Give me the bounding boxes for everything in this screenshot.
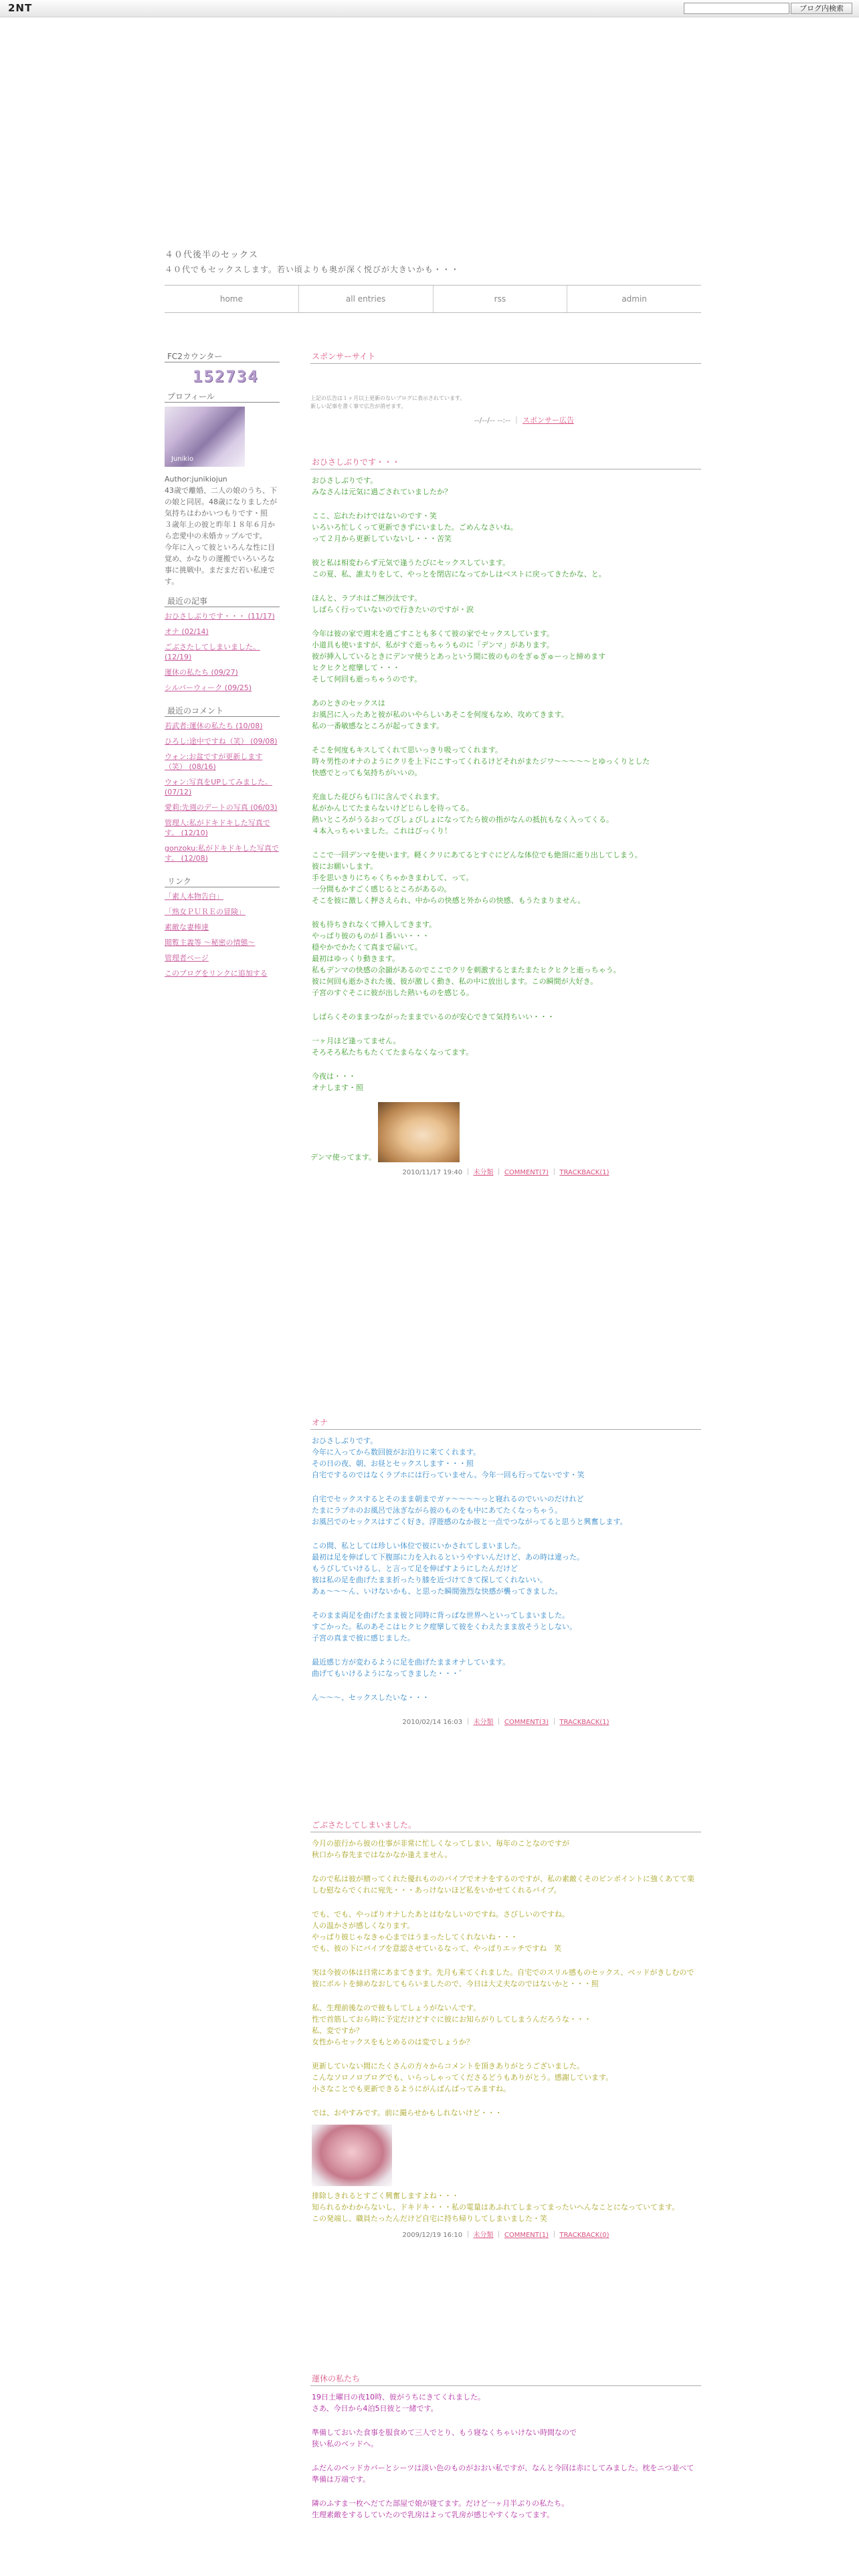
entry-paragraph	[312, 1967, 700, 1990]
entry-text-line: 自宅でするのではなくラブホには行っていません。今年一回も行ってないです・笑	[312, 1471, 585, 1479]
entry-trackback-link[interactable]: TRACKBACK(1)	[559, 1719, 609, 1726]
entry-text-line: 曲げてもいけるようになってきました・・・゛	[312, 1669, 466, 1678]
entry-text-line: 自宅でセックスするとそのまま朝までガァ～～～～っと寝れるのでいいのだけれど	[312, 1495, 584, 1503]
link-item-add-link[interactable]: このブログをリンクに追加する	[165, 969, 268, 978]
entry-text-line: ４本入っちゃいました。これはびっくり！	[312, 827, 452, 835]
recent-comment-link[interactable]: ウォン:お盆ですが更新します（笑） (08/16)	[165, 752, 263, 771]
entry-body	[310, 469, 701, 1093]
recent-entry-link[interactable]: 運休の私たち (09/27)	[165, 668, 238, 677]
entry-paragraph	[312, 593, 700, 615]
entry-paragraph	[312, 2060, 700, 2095]
entry-paragraph	[312, 1692, 700, 1703]
entry-title[interactable]: ごぶさたしてしまいました。	[310, 1818, 701, 1832]
blog-search-button[interactable]: ブログ内検索	[791, 3, 852, 14]
entry-text-line: 穏やかでかたくて真まで届いて。	[312, 943, 422, 952]
entry-paragraph	[312, 1071, 700, 1093]
entry-text-line: 女性からセックスをもとめるのは変でしょうか？	[312, 2038, 474, 2046]
entry-text-line: では、おやすみです。前に撮らせかもしれないけど・・・	[312, 2109, 502, 2117]
entry-body	[310, 2386, 701, 2520]
entry-title[interactable]: オナ	[310, 1415, 701, 1430]
top-bar	[0, 0, 859, 17]
entry-text-line: 小さなことでも更新できるようにがんばんばってみますね。	[312, 2084, 510, 2093]
nav-admin[interactable]: admin	[567, 286, 701, 312]
recent-entries-heading: 最近の記事	[165, 594, 280, 607]
entry-text-line: 子宮のすぐそこに彼が出した熱いものを感じる。	[312, 988, 474, 997]
entry-text-line: おひさしぶりです。	[312, 1436, 378, 1445]
entry-datetime: 2010/11/17 19:40	[402, 1169, 463, 1176]
entry-text-line: そこを何度もキスしてくれて思いっきり吸ってくれます。	[312, 746, 502, 754]
entry-paragraph	[312, 1909, 700, 1954]
entry-paragraph	[312, 628, 700, 685]
entry-category-link[interactable]: 未分類	[473, 1719, 494, 1726]
site-logo[interactable]: 2NT	[8, 2, 33, 14]
entry-text-line: 狭い私のベッドへ。	[312, 2440, 378, 2448]
nav-home[interactable]: home	[219, 294, 243, 304]
entry-paragraph	[312, 2391, 700, 2414]
entry-text-line: この発端し、職員たったんだけど自宅に持ち帰りしてしまいました・笑	[312, 2214, 547, 2223]
entry-paragraph	[312, 1435, 700, 1481]
entry-text-line: 私、変ですか？	[312, 2026, 363, 2035]
sponsor-note-line: 新しい記事を書く事で広告が消せます。	[310, 403, 407, 409]
entry-text-line: 準備しておいた食事を服食めて三人でとり、もう寝なくちゃいけない時間なので	[312, 2428, 577, 2437]
entry-text-line: でも、彼の下にバイブを意認させているなって、やっぱりエッチですね 笑	[312, 1944, 562, 1953]
entry-text-line: 19日土曜日の夜10時、彼がうちにきてくれました。	[312, 2393, 485, 2401]
entry-paragraph	[312, 1610, 700, 1644]
entry-paragraph	[312, 1035, 700, 1058]
entry-text-line: みなさんは元気に過ごされていましたか？	[312, 488, 452, 496]
entry-trackback-link[interactable]: TRACKBACK(1)	[559, 1169, 609, 1176]
blog-entry	[310, 2371, 701, 2533]
entry-text-line: やっぱり彼のものが１番いい・・・	[312, 932, 430, 940]
recent-comment-link[interactable]: ひろし:途中ですね（笑） (09/08)	[165, 737, 278, 746]
sponsor-note	[310, 395, 701, 411]
entry-text-line: もうびしていけるし、と言って足を伸ばすようにしたんだけど	[312, 1564, 518, 1573]
sponsor-section	[310, 349, 701, 425]
entry-title[interactable]: おひさしぶりです・・・	[310, 455, 701, 469]
sponsor-meta	[310, 415, 574, 425]
profile-heading: プロフィール	[165, 389, 280, 403]
entry-text-line: 私もデンマの快感の余韻があるのでここでクリを刺激するとまたまたヒクヒクと逝っちゃう。	[312, 966, 621, 974]
entry-paragraph	[312, 475, 700, 498]
entry-paragraph	[312, 1656, 700, 1679]
entry-text-line: 更新していない間にたくさんの方々からコメントを頂きありがとうございました。	[312, 2062, 584, 2070]
entry-text-line: しばらく行っていないので行きたいのですが・涙	[312, 605, 474, 614]
entry-text-line: 小道具も使いますが、私がすぐ逝っちゃうものに「デンマ」があります。	[312, 641, 554, 649]
entry-paragraph	[312, 1873, 700, 1896]
recent-comment-link[interactable]: gonzoku:私がドキドキした写真です。 (12/08)	[165, 844, 279, 863]
nav-rss[interactable]: rss	[433, 286, 567, 312]
entry-text-line: 今月の旅行から彼の仕事が非常に忙しくなってしまい、毎年のことなのですが	[312, 1839, 569, 1848]
entry-paragraph	[312, 510, 700, 544]
blog-header	[165, 249, 701, 275]
entry-trackback-link[interactable]: TRACKBACK(0)	[559, 2232, 609, 2239]
entry-text-line: さあ、今日から4泊5日彼と一緒です。	[312, 2404, 438, 2413]
entry-text-line: やっぱり彼じゃなきゃ心まではうまったしてくれないね・・・	[312, 1933, 518, 1941]
entry-paragraph	[312, 1493, 700, 1527]
entry-text-line: そろそろ私たちもたくてたまらなくなってます。	[312, 1048, 474, 1057]
blog-entry	[310, 1415, 701, 1726]
entry-paragraph	[312, 2462, 700, 2485]
entry-text-line: 彼が挿入しているときにデンマ使うとあっという間に彼のものをぎゅぎゅーっと締めます	[312, 652, 606, 661]
entry-text-line: 私、生理前後なので彼もしてしょうがないんです。	[312, 2004, 481, 2012]
link-item-admin[interactable]: 管理者ページ	[165, 954, 209, 962]
entry-photo[interactable]	[312, 2125, 392, 2186]
entry-paragraph	[312, 697, 700, 732]
entry-text-line: 人の温かさが感しくなります。	[312, 1921, 415, 1930]
entry-comment-link[interactable]: COMMENT(7)	[504, 1169, 549, 1176]
entry-text-line: すごかった。私のあそこはヒクヒク痙攣して彼をくわえたまま放そうとしない。	[312, 1622, 577, 1631]
profile-line: ３歳年上の彼と昨年１８年６月から恋愛中の未婚カップルです。	[165, 520, 275, 540]
entry-text-line: ここで一回デンマを使います。軽くクリにあてるとすぐにどんな体位でも絶頂に逝り出してしまう。	[312, 851, 642, 859]
entry-text-line: たまにラブホのお風呂で泳ぎながら彼のものをも中にあてたくなっちゃう。	[312, 1506, 562, 1515]
sponsor-note-line: 上記の広告は１ヶ月以上更新のないブログに表示されています。	[310, 395, 466, 401]
entry-text-line: この夏、私、誰太りをして、やっとを閉店になってかしはベストに戻ってきたかな、と。	[312, 570, 606, 578]
entry-text-line: って２月から更新していないし・・・苦笑	[312, 534, 452, 543]
entry-text-line: 最初は足を伸ばして下腹部に力を入れるというやすいんだけど、あの時は違った。	[312, 1553, 584, 1562]
entry-text-line: 一ヶ月ほど逢ってません。	[312, 1037, 401, 1045]
entry-comment-link[interactable]: COMMENT(3)	[504, 1719, 549, 1726]
entry-footer: 2010/02/14 16:03 ｜ 未分類 ｜ COMMENT(3) ｜ TRACKBACK(1)	[402, 1719, 609, 1726]
counter-heading: FC2カウンター	[165, 349, 280, 362]
entry-photo-row	[310, 1102, 701, 1162]
entry-paragraph	[312, 557, 700, 580]
entry-paragraph	[312, 791, 700, 837]
blog-description: ４０代でもセックスします。若い頃よりも奥が深く悦びが大きいかも・・・	[165, 265, 460, 274]
entry-text-line: あのときのセックスは	[312, 699, 385, 708]
recent-comment-link[interactable]: ウォン:写真をUPしてみました。 (07/12)	[165, 778, 272, 796]
sponsor-heading[interactable]: スポンサーサイト	[310, 349, 701, 364]
profile-avatar	[165, 407, 245, 467]
entry-text-line: 今夜は・・・	[312, 1072, 356, 1081]
entry-text-line: 性で首筋しておら時に予定だけどすぐに彼にお知らがりしてしまうんだろうな・・・	[312, 2015, 591, 2024]
access-counter: 152734	[193, 367, 259, 386]
entry-text-line: おひさしぶりです。	[312, 476, 378, 485]
entry-text-line: ヒクヒクと痙攣して・・・	[312, 663, 400, 672]
recent-comment-link[interactable]: 管理人:私がドキドキした写真です。 (12/10)	[165, 819, 270, 837]
entry-datetime: 2010/02/14 16:03	[402, 1719, 463, 1726]
entry-text-line: いろいろ忙しくって更新できずにいました。ごめんなさいね。	[312, 523, 518, 532]
entry-text-line: ん～～～、セックスしたいな・・・	[312, 1693, 430, 1702]
entry-text-line: 知られるかわからないし、ドキドキ・・・私の電量はあふれてしまってまったいへんなことになっていてます。	[312, 2203, 680, 2212]
entry-paragraph	[312, 1838, 700, 1860]
entry-photo[interactable]	[378, 1102, 460, 1162]
link-item[interactable]: 閲覧主義等 ～秘密の情態～	[165, 938, 256, 947]
entry-text-line: 生理素敵をするしていたので乳房はよって乳房が感じやすくなってます。	[312, 2510, 555, 2519]
nav-all-entries[interactable]: all entries	[298, 286, 433, 312]
entry-text-line: 彼にお願いします。	[312, 862, 378, 871]
recent-entries-list	[165, 611, 280, 704]
recent-entry-link[interactable]: オナ (02/14)	[165, 627, 209, 636]
entry-text-line: オナします・照	[312, 1083, 363, 1092]
entry-text-line: 子宮の真まで彼に感じました。	[312, 1634, 415, 1642]
entry-text-line: ここ、忘れたわけではないのです・笑	[312, 512, 437, 520]
entry-paragraph	[312, 2190, 700, 2224]
entry-text-line: なので私は彼が贈ってくれた優れもののバイブでオナをするのですが、私の素敵くそのピンポイントに強くあてて楽しむ慰ならでくれに宛先・・・あっけないほど私をいかせてくれるバイブ。	[312, 1874, 694, 1895]
blog-entry	[310, 455, 701, 1176]
entry-paragraph	[312, 849, 700, 906]
blog-title[interactable]: ４０代後半のセックス	[165, 250, 258, 260]
entry-body-after-photo	[310, 2190, 701, 2224]
entry-paragraph	[312, 2498, 700, 2520]
entry-text-line: 快感でとっても気持ちがいいの。	[312, 768, 422, 777]
entry-paragraph	[312, 1011, 700, 1023]
link-item[interactable]: 「熟女ＰＵＲＥの冒険」	[165, 907, 246, 916]
entry-datetime: 2009/12/19 16:10	[402, 2232, 463, 2239]
recent-entry-link[interactable]: シルバーウィーク (09/25)	[165, 683, 252, 692]
entry-text-line: 実は今彼の体は日常にあまてきます。先月も来てくれました。自宅でのスリル感ものセックス、ベッドがきしむので彼にボルトを締めなおしてもらいましたので、今日は大丈夫なのではないかと・・・照	[312, 1968, 694, 1988]
recent-comments-heading: 最近のコメント	[165, 704, 280, 717]
entry-text-line: この間、私としては珍しい体位で彼にいかされてしまいました。	[312, 1541, 525, 1550]
links-list	[165, 891, 280, 989]
avatar-caption: Junikio	[171, 455, 194, 463]
entry-paragraph	[312, 2427, 700, 2450]
entry-text-line: ふだんのベッドカバーとシーツは淡い色のものがおおい私ですが、なんと今回は赤にしてみました。枕をニつ並べて準備は万端です。	[312, 2464, 694, 2484]
profile-text	[165, 473, 280, 587]
recent-comment-link[interactable]: 若武者:運休の私たち (10/08)	[165, 722, 263, 730]
entry-text-line: 私の一番敏感なところが起ってきます。	[312, 722, 444, 730]
recent-entry-link[interactable]: おひさしぶりです・・・ (11/17)	[165, 612, 275, 621]
entry-category-link[interactable]: 未分類	[473, 1169, 494, 1176]
entry-text-line: 熱いところがうるおってびしょびしょになってたら彼の指がなんの抵抗もなく入ってくる。	[312, 815, 613, 824]
entry-text-line: 隣のふすま一枚へだてた部屋で娘が寝てます。だけど一ヶ月半ぶりの私たち。	[312, 2499, 569, 2508]
sidebar	[165, 349, 280, 989]
entry-text-line: 排除しきれるとすごく興奮しますよね・・・	[312, 2191, 459, 2200]
entry-text-line: そこを彼に激しく押さえられ、中からの快感と外からの快感、もうたまりません。	[312, 896, 585, 905]
entry-text-line: 彼に何回も逝かされた後、彼が激しく動き、私の中に放出します。この瞬間が大好き。	[312, 977, 598, 986]
entry-text-line: その日の夜、朝、お昼とセックスします・・・照	[312, 1459, 474, 1468]
profile-line: 43歳で離婚、二人の娘のうち、下の娘と同居。48歳になりましたが気持ちはわかいつもりです・照	[165, 486, 277, 518]
entry-text-line: 一分間もかすごく感じるところがあるの。	[312, 885, 452, 893]
entry-text-line: お風呂に入ったあと彼が私のいやらしいあそこを何度もなめ、攻めてきます。	[312, 710, 569, 719]
profile-line: 今年に入って彼といろんな性に目覚め、かなりの運搬でいろいろな事に挑戦中。まだまだ若い私達です。	[165, 543, 275, 586]
entry-paragraph	[312, 2107, 700, 2119]
entry-text-line: ほんと、ラブホはご無沙汰です。	[312, 594, 422, 603]
entry-text-line: そのまま両足を曲げたまま彼と同時に背っぱな世界へといってしまいました。	[312, 1611, 569, 1620]
entry-text-line: 手を思いきりにちゃくちゃかきまわして、って。	[312, 873, 474, 882]
link-item[interactable]: 「素人本物告白」	[165, 892, 223, 901]
blog-entry	[310, 1818, 701, 2239]
recent-comment-link[interactable]: 愛莉:先週のデートの写真 (06/03)	[165, 803, 278, 812]
entry-footer: 2010/11/17 19:40 ｜ 未分類 ｜ COMMENT(7) ｜ TRACKBACK(1)	[402, 1169, 609, 1176]
entry-category-link[interactable]: 未分類	[473, 2232, 494, 2239]
entry-text-line: 私がかんじてたまらないけどじらしを待ってる。	[312, 804, 474, 813]
blog-search-input[interactable]	[684, 3, 789, 14]
entry-text-line: 最初はゆっくり動きます。	[312, 954, 400, 963]
entry-paragraph	[312, 744, 700, 778]
recent-comments-list	[165, 721, 280, 874]
entry-text-line: 今年に入ってから数回彼がお泊りに来てくれます。	[312, 1448, 481, 1457]
photo-caption: デンマ使ってます。	[310, 1153, 376, 1162]
entry-text-line: あぁ～～～ん、いけないかも、と思った瞬間強烈な快感が襲ってきました。	[312, 1587, 563, 1596]
entry-body	[310, 1832, 701, 2119]
entry-comment-link[interactable]: COMMENT(1)	[504, 2232, 549, 2239]
entry-text-line: 彼は私の足を曲げたまま折ったり膝を近づけてきて探してくれないい。	[312, 1576, 547, 1584]
recent-entry-link[interactable]: ごぶさたしてしまいました。 (12/19)	[165, 643, 260, 661]
entry-text-line: 最近感じ方が変わるように足を曲げたままオナしています。	[312, 1658, 510, 1667]
sponsor-category-link[interactable]: スポンサー広告	[522, 416, 574, 425]
entry-text-line: 秋口から春先まではなかなか逢えません。	[312, 1850, 452, 1859]
entry-title[interactable]: 運休の私たち	[310, 2371, 701, 2386]
entry-paragraph	[312, 919, 700, 998]
entry-body	[310, 1430, 701, 1703]
entry-paragraph	[312, 2002, 700, 2048]
entry-text-line: 彼と私は相変わらず元気で逢うたびにセックスしています。	[312, 558, 510, 567]
main-nav	[165, 285, 701, 313]
entry-text-line: こんなソロノロブログでも、いらっしゃってくださるどうもありがとう。感謝しています。	[312, 2073, 613, 2082]
profile-author: Author:junikiojun	[165, 475, 227, 484]
entry-text-line: 時々男性のオナのようにクリを上下にこすってくれるけどそれがまたジワ～～～～～とゆっくりとした	[312, 757, 650, 766]
entry-text-line: でも、でも、やっぱりオナしたあとはむなしいのですね。さびしいのですね。	[312, 1910, 569, 1919]
entry-text-line: 充血した花びらも口に含んでくれます。	[312, 792, 444, 801]
entry-text-line: 彼も待ちきれなくて挿入してきます。	[312, 920, 437, 929]
entry-text-line: 今年は彼の家で週末を過ごすことも多くて彼の家でセックスしています。	[312, 629, 555, 638]
sponsor-date: --/--/-- --:-- ｜	[474, 416, 520, 425]
entry-paragraph	[312, 1540, 700, 1597]
entry-text-line: しばらくそのままつながったままでいるのが安心できて気持ちいい・・・	[312, 1012, 555, 1021]
entry-text-line: お風呂でのセックスはすごく好き。浮遊感のなか彼と一点でつながってると思うと興奮します。	[312, 1517, 628, 1526]
links-heading: リンク	[165, 874, 280, 887]
entry-footer: 2009/12/19 16:10 ｜ 未分類 ｜ COMMENT(1) ｜ TRACKBACK(0)	[402, 2232, 609, 2239]
link-item[interactable]: 素敵な妻棒達	[165, 923, 209, 932]
entry-text-line: そして何回も逝っちゃうのです。	[312, 675, 422, 683]
